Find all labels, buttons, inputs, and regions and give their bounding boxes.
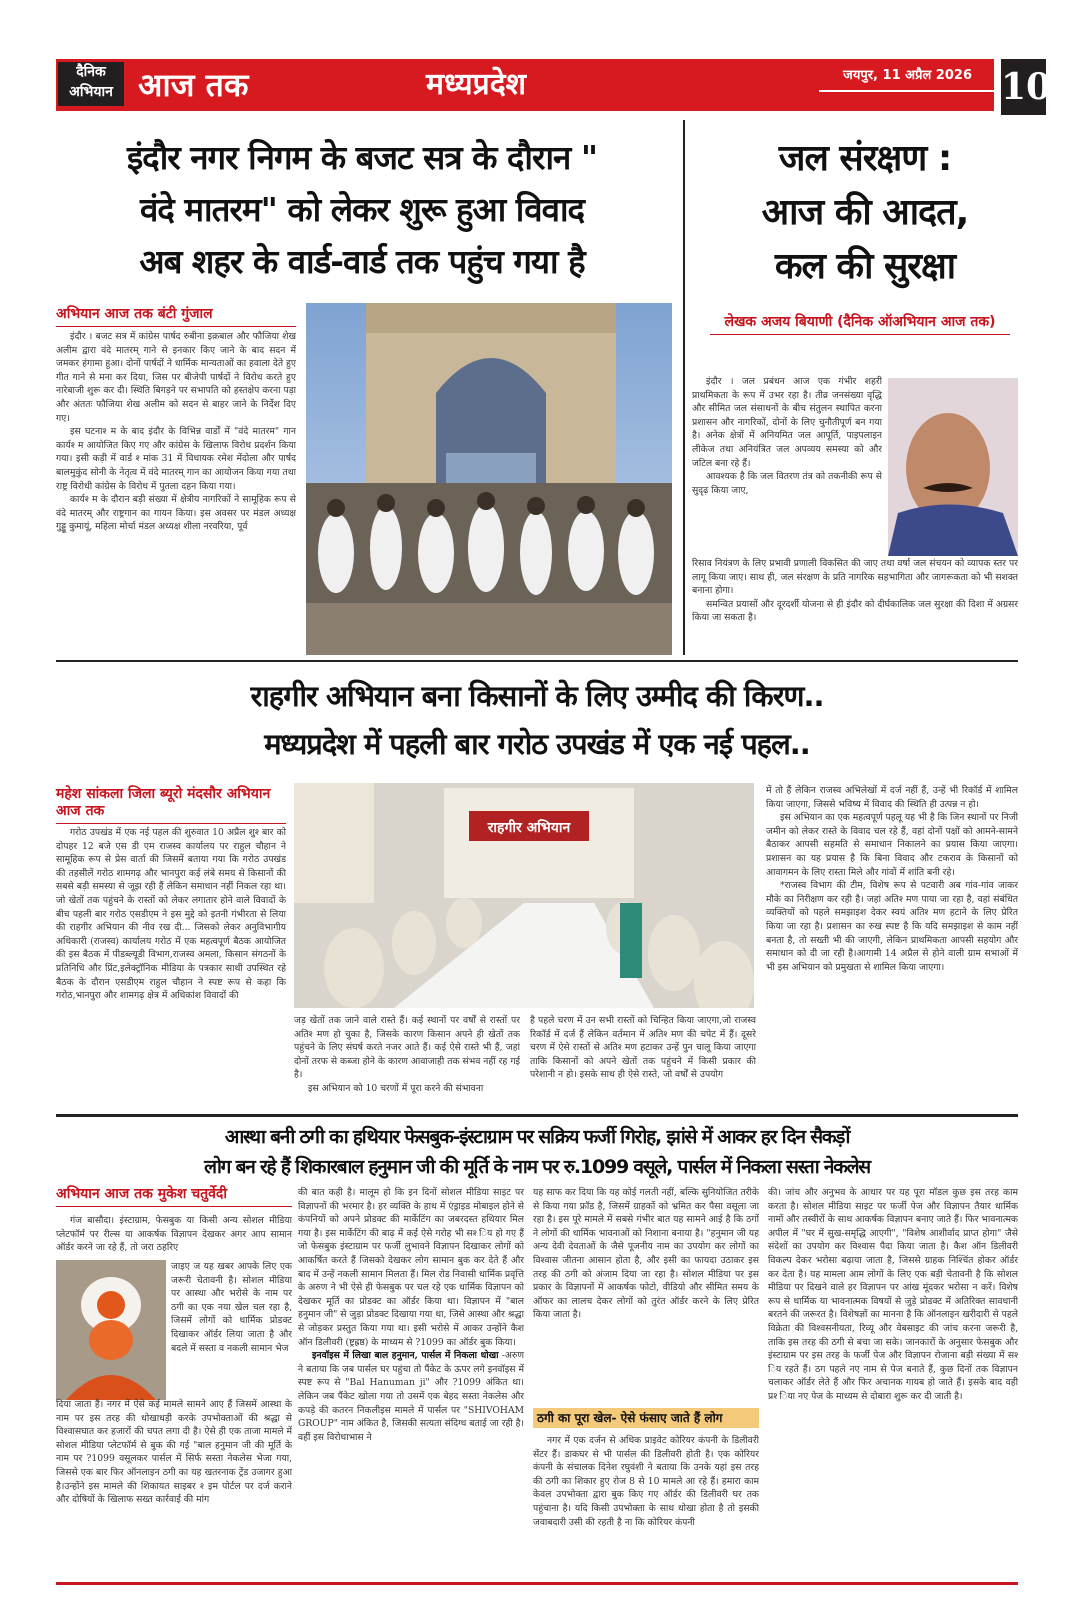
- author-photo: [888, 378, 1018, 556]
- paragraph: दिया जाता है। नगर में ऐसे कई मामले सामने आए हैं जिसमें आस्था के नाम पर इस तरह की धोखाधड़ी करके उपभोक्ताओं की श्रद्धा से विश्वासघात कर हजारों की चपत लगा दी है। ऐसे ही एक ताजा मामले में सोशल मीडिया प्लेटफॉर्म से बुक की गई "बाल हनुमान जी की मूर्ति के नाम पर ?1099 वसूलकर पार्सल में सिर्फ सस्ता नेकलेस भेजा गया, जिससे एक बार फिर ऑनलाइन ठगी का यह खतरनाक ट्रेंड उजागर हुआ है।उन्होंने इस मामले की शिकायत साइबर श्‍ इम पोर्टल पर दर्ज कराने और दोषियों के खिलाफ सख्त कार्रवाई की मांग: [56, 1399, 292, 1506]
- paragraph: जड़ खेतों तक जाने वाले रास्ते हैं। कई स्थानों पर वर्षों से रास्तों पर अतिश्‍ मण हो चुका है, जिसके कारण किसान अपने ही खेतों तक पहुंचने के लिए संघर्ष करते नजर आते हैं। कई ऐसे रास्ते भी हैं, जहां दोनों तरफ से कब्जा होने के कारण आवाजाही तक संभव नहीं रह गई है।: [294, 1015, 520, 1081]
- story2-body-bottom: [692, 557, 1018, 655]
- paragraph: गरोठ उपखंड में एक नई पहल की शुरुवात 10 अप्रैल शुश्‍ बार को दोपहर 12 बजे एस डी एम राजस्व कार्यालय पर राहुल चौहान ने सामूहिक रूप से प्रेस वार्ता की जिसमें बताया गया कि गरोठ उपखंड की तहसीलें गरोठ शामगढ़ और भानपुरा कई लंबे समय से किसानों की सबसे बड़ी समस्या से जूझ रही हैं लेकिन समाधान नहीं निकल रहा था। जो खेतों तक पहुंचने के रास्तों को लेकर लगातार होने वाले विवादों के बीच पहली बार गरोठ एसडीएम ने इस मुद्दे को इतनी गंभीरता से लिया की राहगीर अभियान की नीव रख दी... जिसको लेकर अनुविभागीय अधिकारी (राजस्व) कार्यालय गरोठ में एक महत्वपूर्ण बैठक आयोजित की इस बैठक में पीडब्ल्यूडी विभाग,राजस्व अमला, किसान संगठनों के प्रतिनिधि और प्रिंट,इलेक्ट्रॉनिक मीडिया के पत्रकार साथी उपस्थित रहे बैठक के दौरान एसडीएम राहुल चौहान ने स्पष्ट रूप से कहा कि गरोठ,भानपुरा और शामगढ़ क्षेत्र में अधिकांश विवादों की: [56, 827, 286, 1002]
- story4-col1-top: [56, 1214, 292, 1256]
- headline-line: लोग बन रहे हैं शिकारबाल हनुमान जी की मूर्ति के नाम पर रु.1099 वसूले, पार्सल में निकला सस्ता नेकलेस: [204, 1156, 870, 1178]
- section-title: मध्यप्रदेश: [426, 67, 527, 102]
- footer-rule: [56, 1582, 1018, 1585]
- dateline: जयपुर, 11 अप्रैल 2026: [843, 68, 972, 83]
- meeting-photo: [294, 783, 754, 1008]
- brand-top: दैनिक: [76, 64, 106, 80]
- story4-col2: [298, 1186, 524, 1576]
- story2-body-top: [692, 375, 882, 555]
- story4-col3-top: [533, 1186, 759, 1372]
- india-gate-protest-illustration: [306, 303, 672, 655]
- paragraph: इस घटनाश्‍ म के बाद इंदौर के विभिन्न वार्डों में "वंदे मातरम" गान कार्यश्‍ म आयोजित किए गए और कांग्रेस के खिलाफ विरोध प्रदर्शन किया गया। इसी कड़ी में वार्ड श्‍ मांक 31 में विधायक रमेश मेंदोला और पार्षद बालमुकुंद सोनी के नेतृत्व में वंदे मातरम् गान का आयोजन किया गया तथा राष्ट्र विरोधी कांग्रेस के विरोध में पुतला दहन किया गया।: [56, 426, 296, 492]
- byline-text: अभियान आज तक मुकेश चतुर्वेदी: [56, 1186, 292, 1207]
- hanuman-idol-illustration: [56, 1260, 166, 1400]
- story3-col3: [530, 1014, 756, 1108]
- paragraph: -अरुण ने बताया कि जब पार्सल घर पहुंचा तो पैंकेट के ऊपर लगे इनवॉइस में स्पष्ट रूप से "Bal Hanuman ji" और ?1099 अंकित था। लेकिन जब पैंकेट खोला गया तो उसमें एक बेहद सस्ता नेकलेस और कपड़े की कतरन निकलीइस मामले में पार्सल पर "SHIVOHAM GROUP" नाम अंकित है, जिसकी सत्यता संदिग्ध बताई जा रही है। वहीं इस विरोधाभास ने: [298, 1350, 524, 1443]
- story4-headline: [56, 1122, 1018, 1182]
- headline-line: जल संरक्षण :: [778, 138, 952, 179]
- story4-col1-bottom: [56, 1398, 292, 1576]
- story4-col4: [768, 1186, 1018, 1576]
- brand-logo: [58, 62, 124, 106]
- story4-col1-wrap: [171, 1260, 292, 1396]
- subheading: इनवॉइस में लिखा बाल हनुमान, पार्सल में निकला धोखा: [312, 1350, 499, 1362]
- story1-byline: [56, 306, 296, 327]
- story4-byline: [56, 1186, 292, 1207]
- story3-headline: [56, 672, 1018, 768]
- headline-line: कल की सुरक्षा: [774, 246, 956, 287]
- story4-subhead: ठगी का पूरा खेल- ऐसे फंसाए जाते हैं लोग: [533, 1408, 759, 1428]
- byline-text: महेश सांकला जिला ब्यूरो मंदसौर अभियान आज तक: [56, 786, 286, 824]
- author-portrait-illustration: [888, 378, 1018, 556]
- paragraph: गंज बासौदा। इंस्टाग्राम, फेसबुक या किसी अन्य सोशल मीडिया प्लेटफॉर्म पर रील्स या आकर्षक विज्ञापन देखकर अगर आप सामान ऑर्डर करने जा रहे हैं, तो जरा ठहरिए: [56, 1215, 292, 1254]
- masthead: [56, 59, 1052, 115]
- story2-headline: [692, 132, 1038, 294]
- meeting-illustration: [294, 783, 754, 1008]
- paragraph: की। जांच और अनुभव के आधार पर यह पूरा मॉडल कुछ इस तरह काम करता है। सोशल मीडिया साइट पर फर्जी पेज और विज्ञापन तैयार धार्मिक नामों और तस्वीरों के साथ आकर्षक विज्ञापन बनाए जाते हैं। फिर भावनात्मक अपील में "घर में सुख-समृद्धि आएगी", "विशेष आशीर्वाद प्राप्त होगा" जैसे संदेशों का उपयोग कर विश्वास पैदा किया जाता है। कैश ऑन डिलीवरी विकल्प देकर भरोसा बढ़ाया जाता है, जिससे ग्राहक निश्चिंत होकर ऑर्डर कर देता है। यह मामला आम लोगों के लिए एक बड़ी चेतावनी है कि सोशल मीडिया पर दिखने वाले हर विज्ञापन पर आंख मूंदकर भरोसा न करें। विशेष रूप से धार्मिक या भावनात्मक विषयों से जुड़े प्रोडक्ट में अतिरिक्त सावधानी बरतने की जरूरत है। विशेषज्ञों का मानना है कि ऑनलाइन खरीदारी से पहले विक्रेता की विश्वसनीयता, रिव्यू और वेबसाइट की जांच करना जरूरी है, ताकि इस तरह की ठगी से बचा जा सके। जानकारों के अनुसार फेसबुक और इंस्टाग्राम पर इस तरह के फर्जी पेज और विज्ञापन रोजाना बड़ी संख्या में सश्‍ िय रहते हैं। ठग पहले नए नाम से पेज बनाते हैं, कुछ दिनों तक विज्ञापन चलाकर ऑर्डर लेते हैं और फिर अचानक गायब हो जाते हैं। इसके बाद वही प्रश्‍ िया नए पेज के माध्यम से दोबारा शुरू कर दी जाती है।: [768, 1187, 1018, 1402]
- paragraph: इंदौर । जल प्रबंधन आज एक गंभीर शहरी प्राथमिकता के रूप में उभर रहा है। तीव्र जनसंख्या वृद्धि और सीमित जल संसाधनों के बीच संतुलन स्थापित करना प्रशासन और नागरिकों, दोनों के लिए चुनौतीपूर्ण बन गया है। अनेक क्षेत्रों में अनियमित जल आपूर्ति, पाइपलाइन लीकेज तथा अनियंत्रित जल अपव्यय समस्या को और जटिल बना रहे हैं।: [692, 376, 882, 469]
- page-number: 10: [1001, 59, 1046, 115]
- story4-col3-bottom: [533, 1434, 759, 1576]
- section-divider: [56, 1114, 1018, 1117]
- story1-headline: [56, 132, 668, 288]
- paragraph: *राजस्व विभाग की टीम, विशेष रूप से पटवारी अब गांव-गांव जाकर मौके का निरीक्षण कर रही है। जहां अतिश्‍ मण पाया जा रहा है, वहां संबंधित व्यक्तियों को पहले समझाइश देकर स्वयं अतिश्‍ मण हटाने के लिए प्रेरित किया जा रहा है। प्रशासन का रुख स्पष्ट है कि यदि समझाइश से काम नहीं बनता है, तो सख्ती भी की जाएगी, लेकिन प्राथमिकता आपसी सहयोग और समाधान को दी जा रही है।आगामी 14 अप्रैल से होने वाली ग्राम सभाओं में भी इस अभियान को प्रमुखता से शामिल किया जाएगा।: [766, 880, 1018, 973]
- headline-line: राहगीर अभियान बना किसानों के लिए उम्मीद की किरण..: [250, 679, 824, 713]
- paragraph: रिसाव नियंत्रण के लिए प्रभावी प्रणाली विकसित की जाए तथा वर्षा जल संचयन को व्यापक स्तर पर लागू किया जाए। साथ ही, जल संरक्षण के प्रति नागरिक सहभागिता और जागरूकता को भी सशक्त बनाना होगा।: [692, 558, 1018, 597]
- brand-main: आज तक: [138, 66, 249, 104]
- story3-col2: [294, 1014, 520, 1108]
- hanuman-idol-photo: [56, 1260, 166, 1400]
- paragraph: में तो हैं लेकिन राजस्व अभिलेखों में दर्ज नहीं हैं, उन्हें भी रिकॉर्ड में शामिल किया जाएगा, जिससे भविष्य में विवाद की स्थिति ही उत्पन्न न हो।: [766, 785, 1018, 810]
- headline-line: मध्यप्रदेश में पहली बार गरोठ उपखंड में एक नई पहल..: [264, 727, 810, 761]
- story3-col1: [56, 826, 286, 1108]
- headline-line: इंदौर नगर निगम के बजट सत्र के दौरान ": [126, 138, 598, 177]
- section-divider: [56, 660, 1018, 662]
- india-gate-protest-photo: [306, 303, 672, 655]
- story2-byline: [710, 314, 1010, 335]
- paragraph: इस अभियान को 10 चरणों में पूरा करने की संभावना: [308, 1082, 484, 1094]
- brand-bottom: अभियान: [69, 84, 113, 100]
- paragraph: आवश्यक है कि जल वितरण तंत्र को तकनीकी रूप से सुदृढ़ किया जाए,: [692, 471, 882, 496]
- dateline-underline: [819, 90, 1014, 92]
- paragraph: है पहले चरण में उन सभी रास्तों को चिन्हित किया जाएगा,जो राजस्व रिकॉर्ड में दर्ज हैं लेकिन वर्तमान में अतिश्‍ मण की चपेट में हैं। दूसरे चरण में ऐसे रास्तों से अतिश्‍ मण हटाकर उन्हें पुन चालू किया जाएगा ताकि किसानों को अपने खेतों तक पहुंचने में किसी प्रकार की परेशानी न हो। इसके साथ ही ऐसे रास्ते, जो वर्षों से उपयोग: [530, 1015, 756, 1081]
- paragraph: यह साफ कर दिया कि यह कोई गलती नहीं, बल्कि सुनियोजित तरीके से किया गया फ्रॉड है, जिसमें ग्राहकों को भ्रमित कर पैसा वसूला जा रहा है। इस पूरे मामले में सबसे गंभीर बात यह सामने आई है कि ठगों ने लोगों की धार्मिक भावनाओं को निशाना बनाया है। "हनुमान जी यह अन्य देवी देवताओं के जैसे पूजनीय नाम का उपयोग कर लोगों का विश्वास जीतना आसान होता है, और इसी का फायदा उठाकर इस तरह की ठगी को अंजाम दिया जा रहा है। सोशल मीडिया पर इस प्रकार के विज्ञापनों में आकर्षक फोटो, वीडियो और सीमित समय के ऑफर का लालच देकर लोगों को तुरंत ऑर्डर करने के लिए प्रेरित किया जाता है।: [533, 1187, 759, 1321]
- story3-byline: [56, 786, 286, 824]
- paragraph: की बात कही है। मालूम हो कि इन दिनों सोशल मीडिया साइट पर विज्ञापनों की भरमार है। हर व्यक्ति के हाथ में एंड्राइड मोबाइल होने से कंपनियों को अपने प्रोडक्ट की मार्केटिंग का जबरदस्त हथियार मिल गया है। इस मार्केटिंग की बाढ़ में कई ऐसे गरोह भी सश्‍ िय हो गए हैं जो फेसबुक इंस्टाग्राम पर फर्जी लुभावने विज्ञापन दिखाकर लोगों को आकर्षित करते हैं जिसको देखकर लोग सामान बुक कर देते हैं और बाद में उन्हें नकली सामान मिलता हैं। मिल रोड निवासी धार्मिक प्रवृत्ति के अरुण ने भी ऐसे ही फेसबुक पर चल रहे एक धार्मिक विज्ञापन को देखकर मूर्ति का प्रोडक्ट का ऑर्डर किया था। विज्ञापन में "बाल हनुमान जी" से जुड़ा प्रोडक्ट दिखाया गया था, जिसे आस्था और श्रद्धा से जोड़कर प्रस्तुत किया गया था। इसी भरोसे में आकर उन्होंने कैश ऑन डिलीवरी (ष्ट्रह्रष्ठ) के माध्यम से ?1099 का ऑर्डर बुक किया।: [298, 1187, 524, 1348]
- headline-line: अब शहर के वार्ड-वार्ड तक पहुंच गया है: [139, 242, 585, 281]
- headline-line: वंदे मातरम" को लेकर शुरू हुआ विवाद: [139, 190, 585, 229]
- story1-body: [56, 330, 296, 652]
- paragraph: जाइए ज यह खबर आपके लिए एक जरूरी चेतावनी है। सोशल मीडिया पर आस्था और भरोसे के नाम पर ठगी का एक नया खेल चल रहा है, जिसमें लोगों को धार्मिक प्रोडक्ट दिखाकर ऑर्डर लिया जाता है और बदले में सस्ता व नकली सामान भेज: [171, 1261, 292, 1354]
- headline-line: आस्था बनी ठगी का हथियार फेसबुक-इंस्टाग्राम पर सक्रिय फर्जी गिरोह, झांसे में आकर हर दिन सैकड़ों: [224, 1126, 850, 1148]
- column-divider: [683, 120, 685, 655]
- story3-col4: [766, 784, 1018, 1108]
- byline-text: अभियान आज तक बंटी गुंजाल: [56, 306, 296, 327]
- byline-text: लेखक अजय बियाणी (दैनिक ऑअभियान आज तक): [710, 314, 1010, 335]
- paragraph: नगर में एक दर्जन से अधिक प्राइवेट कोरियर कंपनी के डिलीवरी सेंटर हैं। डाकघर से भी पार्सल की डिलीवरी होती है। एक कोरियर कंपनी के संचालक दिनेश रघुवंशी ने बताया कि उनके यहां इस तरह की ठगी का शिकार हुए रोज 8 से 10 मामले आ रहे हैं। हमारा काम केवल उपभोक्ता द्वारा बुक किए गए ऑर्डर की डिलीवरी घर तक पहुंचाना है। यदि किसी उपभोक्ता के साथ धोखा होता है तो इसकी जवाबदारी उसी की रहती है ना कि कोरियर कंपनी: [533, 1435, 759, 1528]
- banner-text: राहगीर अभियान: [487, 820, 571, 836]
- paragraph: इस अभियान का एक महत्वपूर्ण पहलू यह भी है कि जिन स्थानों पर निजी जमीन को लेकर रास्ते के विवाद चल रहे हैं, वहां दोनों पक्षों को आमने-सामने बैठाकर आपसी सहमति से समाधान निकालने का प्रयास किया जाएगा। प्रशासन का यह प्रयास है कि बिना विवाद और टकराव के किसानों को आवागमन के लिए रास्ता मिले और गांवों में शांति बनी रहे।: [766, 812, 1018, 878]
- paragraph: समन्वित प्रयासों और दूरदर्शी योजना से ही इंदौर को दीर्घकालिक जल सुरक्षा की दिशा में अग्रसर किया जा सकता है।: [692, 598, 1018, 624]
- paragraph: इंदौर । बजट सत्र में कांग्रेस पार्षद रुबीना इक़बाल और फौजिया शेख अलीम द्वारा वंदे मातरम् गाने से इनकार किए जाने के बाद सदन में जमकर हंगामा हुआ। दोनों पार्षदों ने धार्मिक मान्यताओं का हवाला देते हुए गीत गाने से मना कर दिया, जिस पर बीजेपी पार्षदों ने विरोध करते हुए नारेबाजी शुरू कर दी। स्थिति बिगड़ने पर सभापति को हस्तक्षेप करना पड़ा और अंततः फौजिया शेख अलीम को सदन से बाहर जाने के निर्देश दिए गए।: [56, 331, 296, 424]
- paragraph: कार्यश्‍ म के दौरान बड़ी संख्या में क्षेत्रीय नागरिकों ने सामूहिक रूप से वंदे मातरम् और राष्ट्रगान का गायन किया। इस अवसर पर मंडल अध्यक्ष गुड्डू कुमायूं, महिला मोर्चा मंडल अध्यक्ष शीला नरवरिया, पूर्व: [56, 494, 296, 533]
- headline-line: आज की आदत,: [761, 192, 969, 233]
